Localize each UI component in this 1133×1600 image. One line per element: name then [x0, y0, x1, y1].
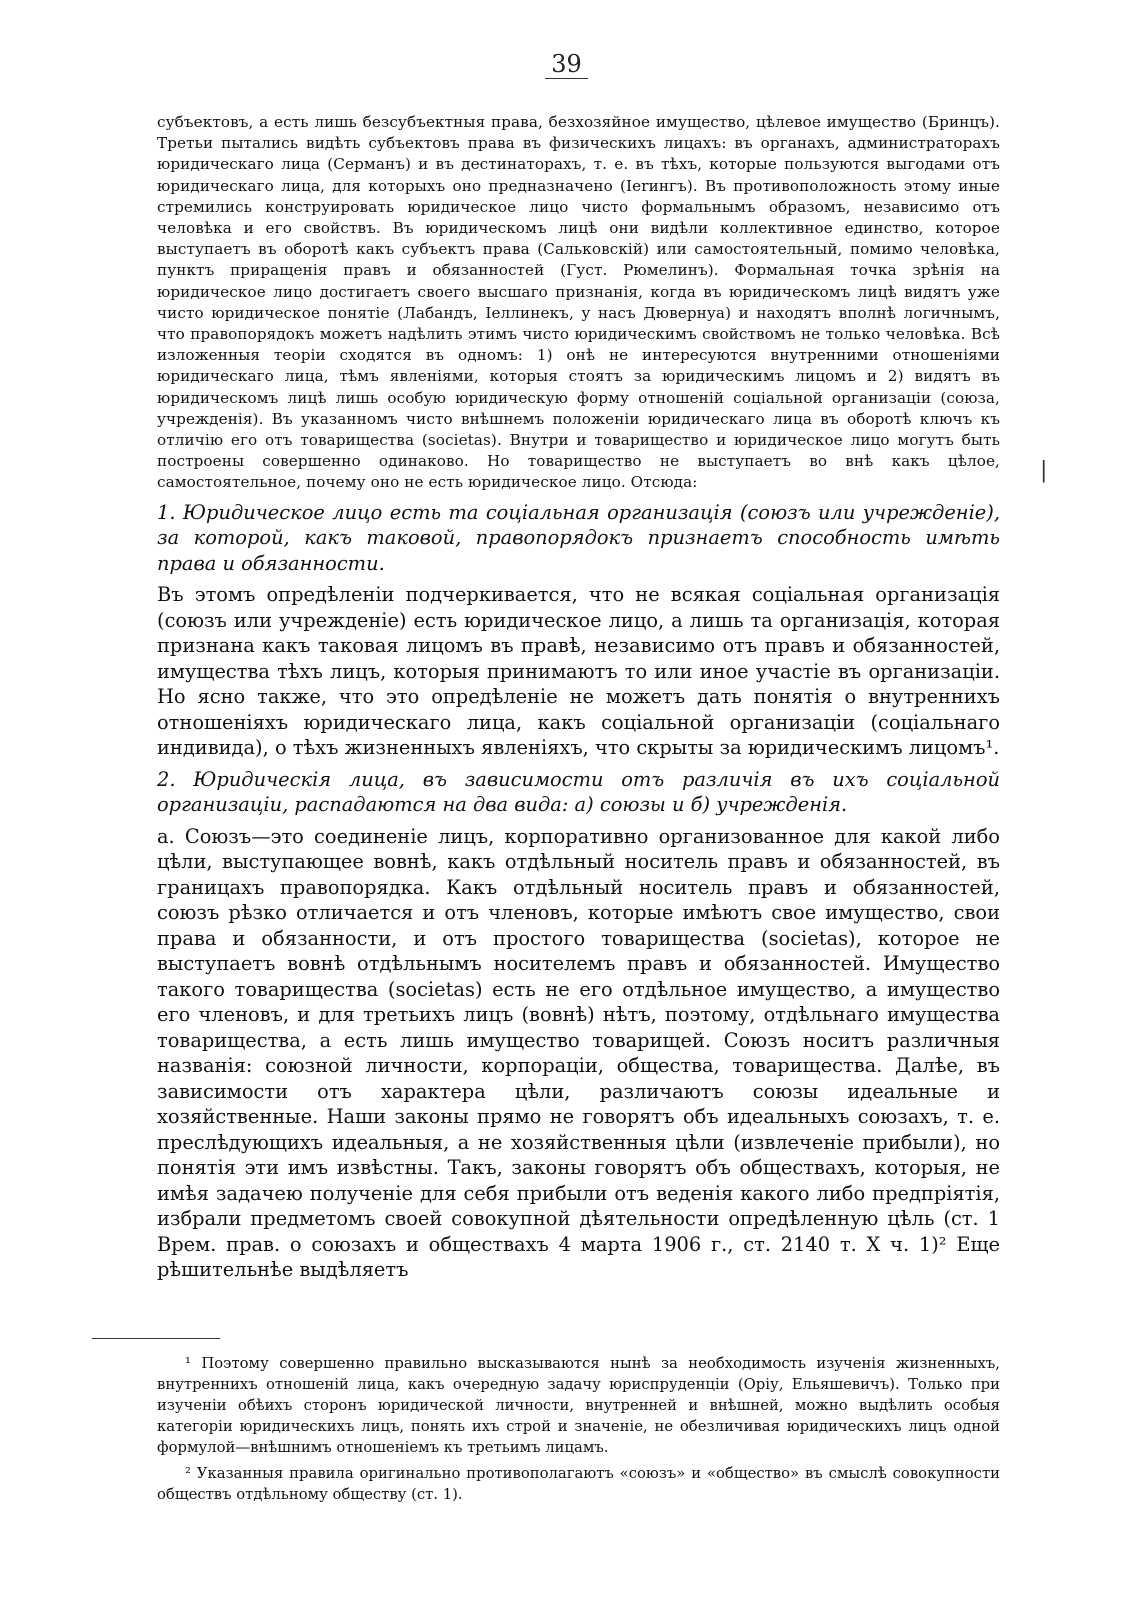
theories-paragraph: субъектовъ, а есть лишь безсубъектныя права, безхозяйное имущество, цѣлевое имущество (Бринцъ). Третьи пытались видѣть субъектовъ права въ физическихъ лицахъ: въ органахъ, администраторахъ юридическаго лица (Серманъ) и въ дестинаторахъ, т. е. въ тѣхъ, которые пользуются выгодами отъ юридическаго лица, для которыхъ оно предназначено (Ierингъ). Въ противоположность этому иные стремились конструировать юридическое лицо чисто формальнымъ образомъ, независимо отъ человѣка и его свойствъ. Въ юридическомъ лицѣ они видѣли коллективное единство, которое выступаетъ въ оборотѣ какъ субъектъ права (Сальковскій) или самостоятельный, помимо человѣка, пунктъ приращенія правъ и обязанностей (Густ. Рюмелинъ). Формальная точка зрѣнія на юридическое лицо достигаетъ своего высшаго признанія, когда въ юридическомъ лицѣ видятъ уже чисто юридическое понятіе (Лабандъ, Іеллинекъ, у насъ Дювернуа) и находятъ вполнѣ логичнымъ, что правопорядокъ можетъ надѣлить этимъ чисто юридическимъ свойствомъ не только человѣка. Всѣ изложенныя теоріи сходятся въ одномъ: 1) онѣ не интересуются внутренними отношеніями юридическаго лица, тѣмъ явленіями, которыя стоятъ за юридическимъ лицомъ и 2) видятъ въ юридическомъ лицѣ лишь особую юридическую форму отношеній соціальной организаціи (союза, учрежденія). Въ указанномъ чисто внѣшнемъ положеніи юридическаго лица въ оборотѣ ключъ къ отличію его отъ товарищества (societas). Внутри и товарищество и юридическое лицо могутъ быть построены совершенно одинаково. Но товарищество не выступаетъ во внѣ какъ цѣлое, самостоятельное, почему оно не есть юридическое лицо. Отсюда: [157, 113, 1000, 492]
footnote-2: ² Указанныя правила оригинально противополагаютъ «союзъ» и «общество» въ смыслѣ совокупности обществъ отдѣльному обществу (ст. 1). [157, 1465, 1000, 1503]
main-text [157, 500, 1000, 1283]
page-number: 39 [0, 50, 1133, 78]
definition-2: 2. Юридическія лица, въ зависимости отъ различія въ ихъ соціальной организаціи, распадаются на два вида: а) союзы и б) учрежденія. [157, 767, 1000, 817]
footnotes [157, 1338, 1000, 1510]
paragraph-1: Въ этомъ опредѣленіи подчеркивается, что не всякая соціальная организація (союзъ или учрежденіе) есть юридическое лицо, а лишь та организація, которая признана какъ таковая лицомъ въ правѣ, независимо отъ правъ и обязанностей, имущества тѣхъ лицъ, которыя принимаютъ то или иное участіе въ организаціи. Но ясно также, что это опредѣленіе не можетъ дать понятія о внутреннихъ отношеніяхъ юридическаго лица, какъ соціальной организаціи (соціальнаго индивида), о тѣхъ жизненныхъ явленіяхъ, что скрыты за юридическимъ лицомъ¹. [157, 583, 1000, 760]
margin-mark: | [1040, 458, 1048, 483]
text-column [157, 112, 1000, 1289]
definition-1: 1. Юридическое лицо есть та соціальная организація (союзъ или учрежденіе), за которой, какъ таковой, правопорядокъ признаетъ способность имѣть права и обязанности. [157, 500, 1000, 575]
footnote-1: ¹ Поэтому совершенно правильно высказываются нынѣ за необходимость изученія жизненныхъ, внутреннихъ отношеній лица, какъ очередную задачу юриспруденціи (Оріу, Ельяшевичъ). Только при изученіи обѣихъ сторонъ юридической личности, внутренней и внѣшней, можно выдѣлить особыя категоріи юридическихъ лицъ, понять ихъ строй и значеніе, не обезличивая юридическихъ лицъ одной формулой—внѣшнимъ отношеніемъ къ третьимъ лицамъ. [157, 1355, 1000, 1456]
footnote-rule [92, 1338, 220, 1339]
paragraph-2: а. Союзъ—это соединеніе лицъ, корпоративно организованное для какой либо цѣли, выступающее вовнѣ, какъ отдѣльный носитель правъ и обязанностей, въ границахъ правопорядка. Какъ отдѣльный носитель правъ и обязанностей, союзъ рѣзко отличается и отъ членовъ, которые имѣютъ свое имущество, свои права и обязанности, и отъ простого товарищества (societas), которое не выступаетъ вовнѣ отдѣльнымъ носителемъ правъ и обязанностей. Имущество такого товарищества (societas) есть не его отдѣльное имущество, а имущество его членовъ, и для третьихъ лицъ (вовнѣ) нѣтъ, поэтому, отдѣльнаго имущества товарищества, а есть лишь имущество товарищей. Союзъ носитъ различныя названія: союзной личности, корпораціи, общества, товарищества. Далѣе, въ зависимости отъ характера цѣли, различаютъ союзы идеальные и хозяйственные. Наши законы прямо не говорятъ объ идеальныхъ союзахъ, т. е. преслѣдующихъ идеальныя, а не хозяйственныя цѣли (извлеченіе прибыли), но понятія эти имъ извѣстны. Такъ, законы говорятъ объ обществахъ, которыя, не имѣя задачею полученіе для себя прибыли отъ веденія какого либо предпріятія, избрали предметомъ своей совокупной дѣятельности опредѣленную цѣль (ст. 1 Врем. прав. о союзахъ и обществахъ 4 марта 1906 г., ст. 2140 т. X ч. 1)² Еще рѣшительнѣе выдѣляетъ [157, 824, 1000, 1282]
